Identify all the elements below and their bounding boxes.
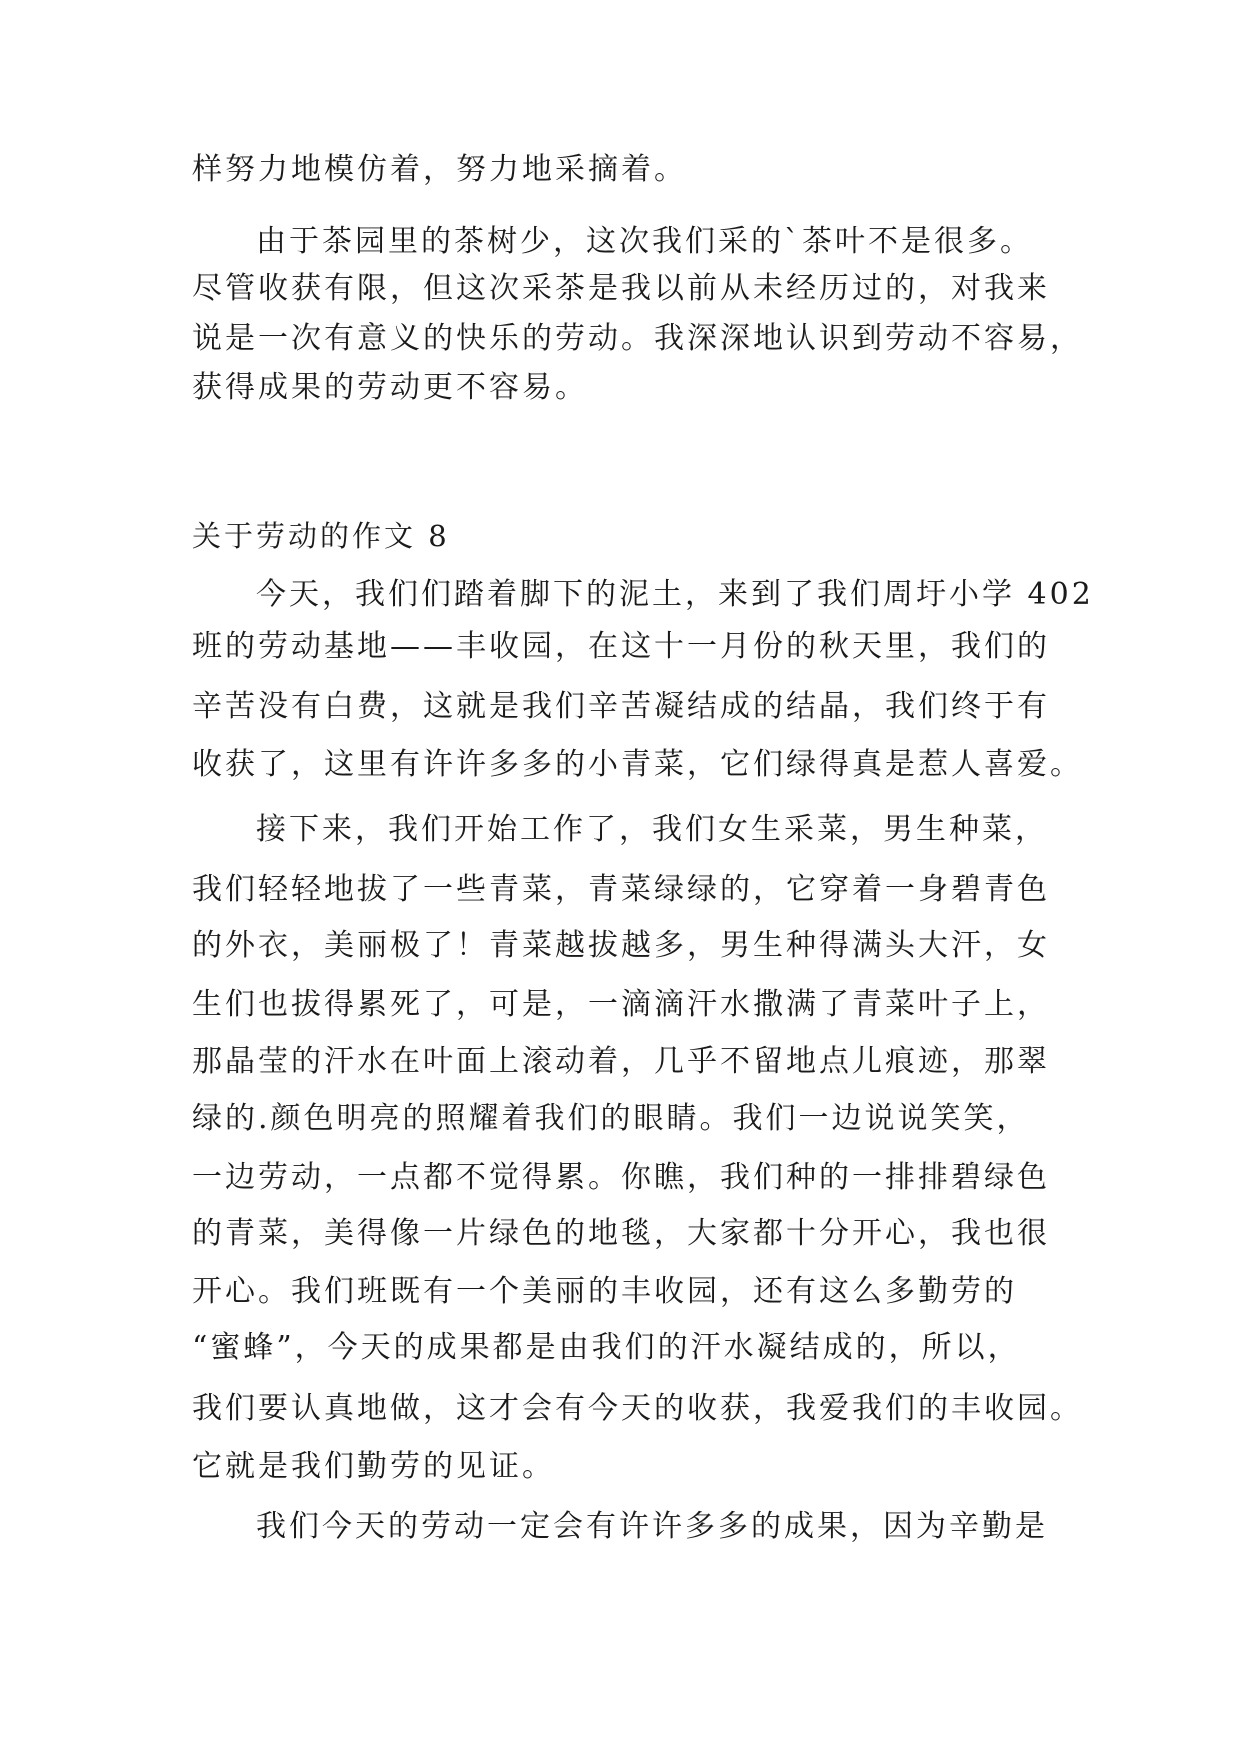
text-line: 生们也拔得累死了，可是，一滴滴汗水撒满了青菜叶子上， — [192, 987, 1050, 1022]
text-line: 我们今天的劳动一定会有许许多多的成果，因为辛勤是 — [256, 1509, 1048, 1544]
text-line: 一边劳动，一点都不觉得累。你瞧，我们种的一排排碧绿色 — [192, 1160, 1050, 1195]
text-line: 收获了，这里有许许多多的小青菜，它们绿得真是惹人喜爱。 — [192, 747, 1083, 782]
text-line: 的青菜，美得像一片绿色的地毯，大家都十分开心，我也很 — [192, 1216, 1050, 1251]
text-line: “蜜蜂”，今天的成果都是由我们的汗水凝结成的，所以， — [192, 1330, 1021, 1365]
text-line: 尽管收获有限，但这次采茶是我以前从未经历过的，对我来 — [192, 271, 1050, 306]
text-line: 说是一次有意义的快乐的劳动。我深深地认识到劳动不容易， — [192, 321, 1083, 356]
text-line: 那晶莹的汗水在叶面上滚动着，几乎不留地点儿痕迹，那翠 — [192, 1044, 1050, 1079]
text-line: 绿的.颜色明亮的照耀着我们的眼睛。我们一边说说笑笑， — [192, 1101, 1030, 1136]
text-line: 由于茶园里的茶树少，这次我们采的`茶叶不是很多。 — [256, 224, 1033, 259]
text-line: 它就是我们勤劳的见证。 — [192, 1449, 555, 1484]
text-line: 接下来，我们开始工作了，我们女生采菜，男生种菜， — [256, 812, 1048, 847]
text-line: 的外衣，美丽极了！青菜越拔越多，男生种得满头大汗，女 — [192, 928, 1050, 963]
text-line: 开心。我们班既有一个美丽的丰收园，还有这么多勤劳的 — [192, 1274, 1017, 1309]
text-line: 班的劳动基地——丰收园，在这十一月份的秋天里，我们的 — [192, 629, 1050, 664]
section-heading: 关于劳动的作文 8 — [192, 519, 450, 553]
text-line: 样努力地模仿着，努力地采摘着。 — [192, 152, 687, 187]
text-line: 今天，我们们踏着脚下的泥土，来到了我们周圩小学 402 — [256, 577, 1094, 612]
text-line: 我们要认真地做，这才会有今天的收获，我爱我们的丰收园。 — [192, 1391, 1083, 1426]
text-line: 辛苦没有白费，这就是我们辛苦凝结成的结晶，我们终于有 — [192, 689, 1050, 724]
text-line: 获得成果的劳动更不容易。 — [192, 370, 588, 405]
text-line: 我们轻轻地拔了一些青菜，青菜绿绿的，它穿着一身碧青色 — [192, 872, 1050, 907]
